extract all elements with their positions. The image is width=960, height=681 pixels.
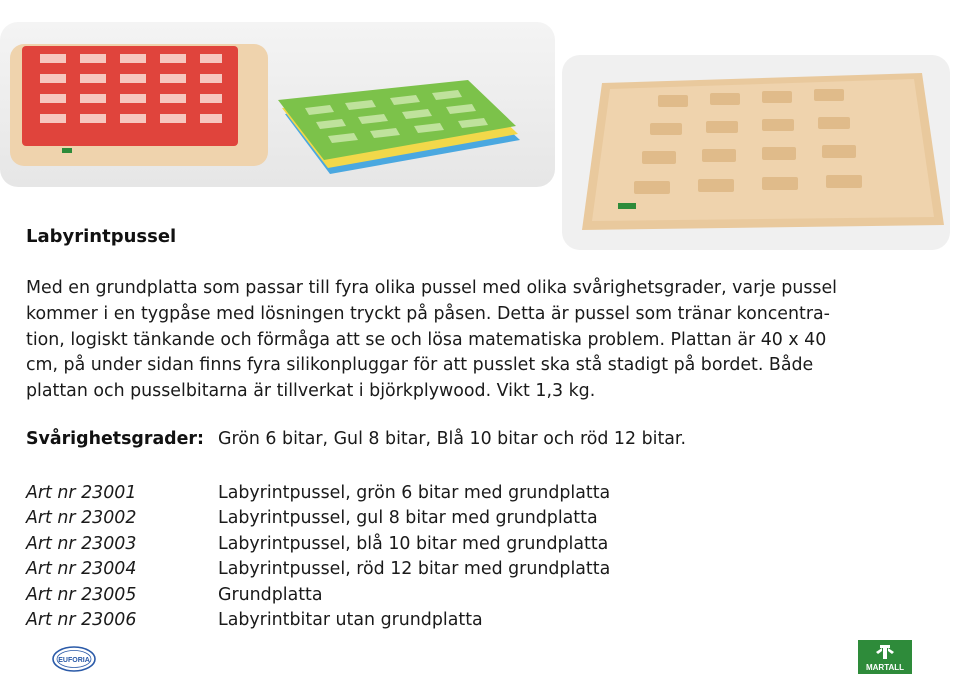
article-description: Labyrintpussel, gul 8 bitar med grundplatta	[218, 508, 598, 529]
difficulty-value: Grön 6 bitar, Gul 8 bitar, Blå 10 bitar och röd 12 bitar.	[218, 429, 687, 449]
article-list	[26, 480, 610, 633]
description-line: Med en grundplatta som passar till fyra olika pussel med olika svårighetsgrader, varje pussel	[26, 278, 837, 298]
article-description: Labyrintbitar utan grundplatta	[218, 610, 483, 631]
svg-text:MARTALL: MARTALL	[865, 663, 905, 672]
article-row	[26, 531, 610, 557]
difficulty-label: Svårighetsgrader:	[26, 429, 204, 449]
svg-text:EUFORIA: EUFORIA	[58, 657, 90, 664]
article-number: Art nr 23005	[26, 584, 137, 605]
article-number: Art nr 23003	[26, 533, 137, 554]
description-line: plattan och pusselbitarna är tillverkat i björkplywood. Vikt 1,3 kg.	[26, 381, 596, 402]
description	[26, 276, 946, 405]
description-line: kommer i en tygpåse med lösningen tryckt på påsen. Detta är pussel som tränar koncentra-	[26, 303, 830, 324]
page-title: Labyrintpussel	[26, 226, 177, 247]
description-line: tion, logiskt tänkande och förmåga att se och lösa matematiska problem. Plattan är 40 x 40	[26, 329, 827, 350]
article-description: Grundplatta	[218, 584, 323, 605]
red-puzzle-board	[10, 44, 268, 166]
description-line: cm, på under sidan finns fyra silikonpluggar för att pusslet ska stå stadigt på bordet. Både	[26, 355, 814, 376]
wooden-base-plate	[582, 73, 944, 230]
article-row	[26, 480, 610, 506]
euforia-logo	[52, 646, 96, 672]
article-number: Art nr 23001	[26, 482, 137, 503]
article-row	[26, 608, 610, 634]
article-number: Art nr 23002	[26, 508, 137, 529]
martall-logo	[858, 640, 912, 674]
article-row	[26, 557, 610, 583]
product-photo-stacked-puzzles	[0, 22, 555, 187]
article-description: Labyrintpussel, röd 12 bitar med grundplatta	[218, 559, 611, 580]
article-row	[26, 506, 610, 532]
article-number: Art nr 23004	[26, 559, 137, 580]
article-number: Art nr 23006	[26, 610, 137, 631]
article-description: Labyrintpussel, grön 6 bitar med grundplatta	[218, 482, 611, 503]
article-row	[26, 582, 610, 608]
article-description: Labyrintpussel, blå 10 bitar med grundplatta	[218, 533, 609, 554]
product-photo-base-plate	[562, 55, 950, 250]
